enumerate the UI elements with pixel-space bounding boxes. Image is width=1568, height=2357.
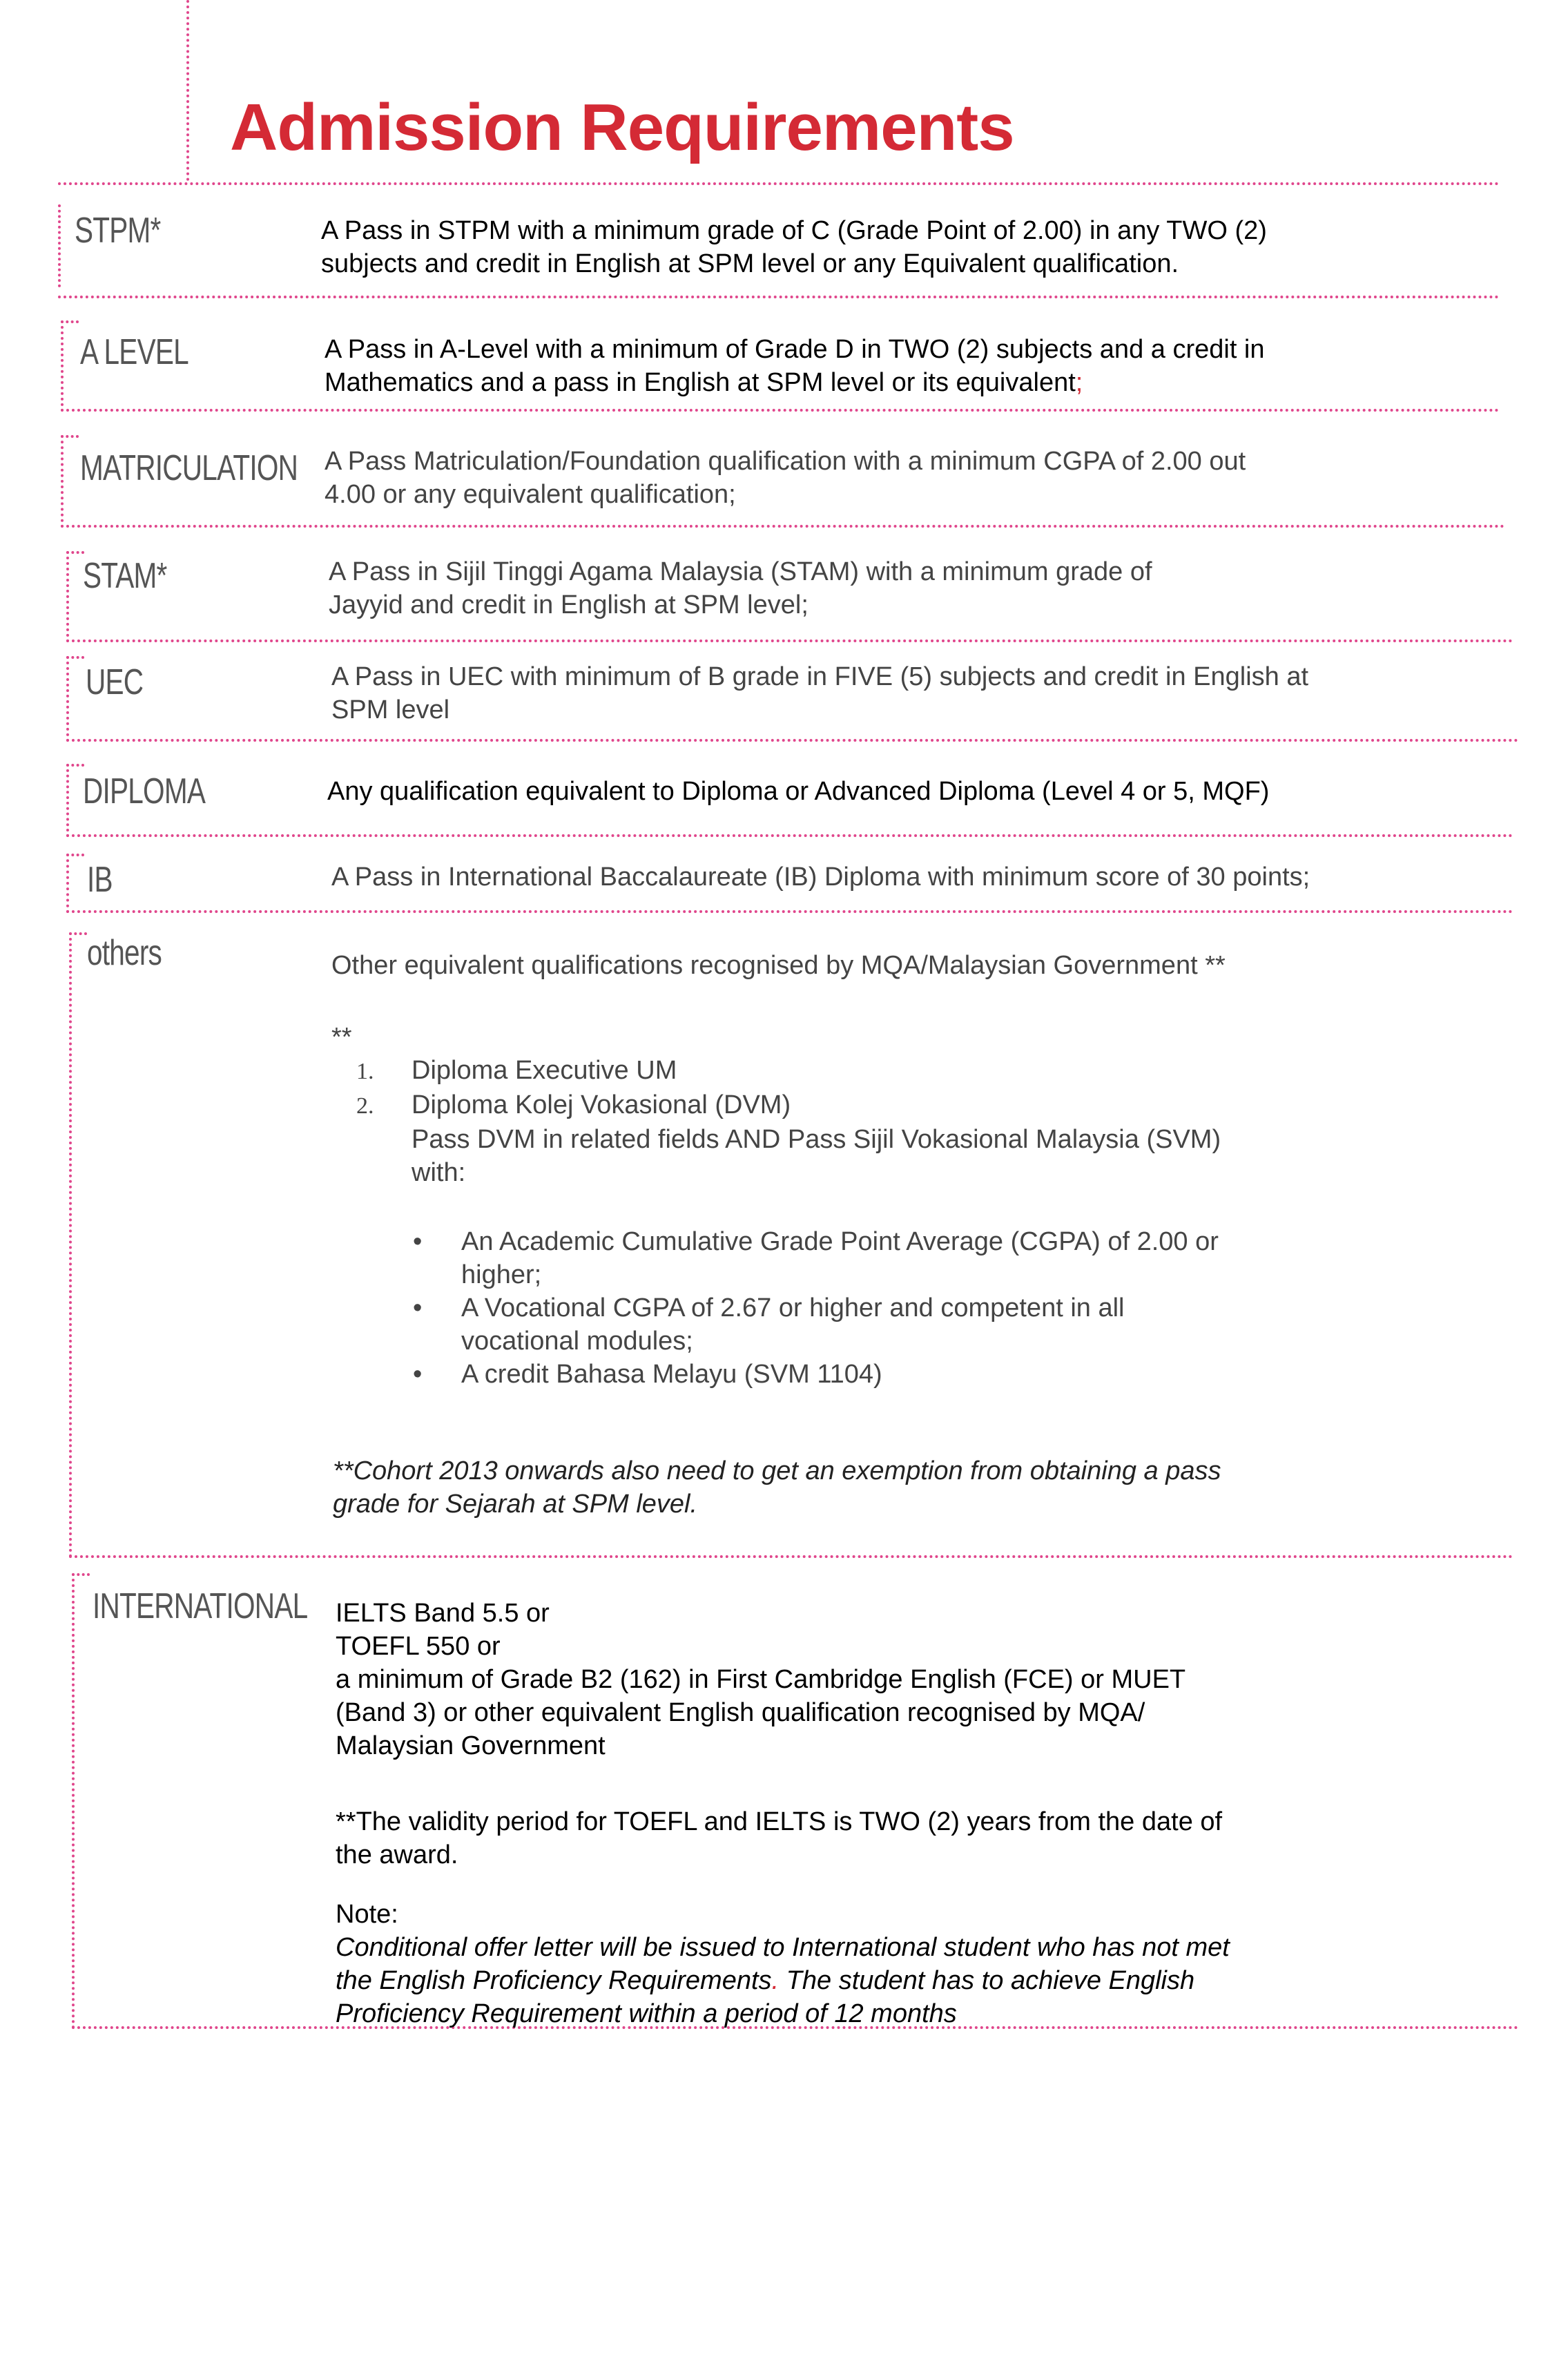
- red-period: .: [771, 1966, 780, 1995]
- section-diploma: [66, 764, 1513, 837]
- text-line: Malaysian Government: [336, 1731, 606, 1760]
- text-line: Proficiency Requirement within a period of 12 months: [336, 1999, 957, 2028]
- text-line: **Cohort 2013 onwards also need to get an exemption from obtaining a pass: [333, 1456, 1221, 1485]
- text-line: higher;: [461, 1260, 542, 1289]
- text-line: IELTS Band 5.5 or: [336, 1599, 550, 1628]
- section-text: [325, 333, 1265, 399]
- section-matriculation: [61, 435, 1505, 528]
- cohort-note: [333, 1454, 1221, 1521]
- list-text: Diploma Executive UM: [412, 1056, 677, 1085]
- section-text: A Pass in International Baccalaureate (IB) Diploma with minimum score of 30 points;: [331, 863, 1310, 892]
- section-label: STPM*: [75, 211, 161, 251]
- text-line: vocational modules;: [461, 1327, 693, 1356]
- text-segment: The student has to achieve English: [779, 1966, 1195, 1995]
- section-alevel: [61, 320, 1500, 412]
- list-item: [413, 1358, 1219, 1391]
- list-number: 2.: [356, 1093, 374, 1119]
- text-line: Conditional offer letter will be issued to International student who has not met: [336, 1933, 1230, 1962]
- bullet-icon: •: [413, 1293, 423, 1322]
- section-stpm: [58, 182, 1500, 298]
- numbered-list: [356, 1054, 1221, 1189]
- text-segment: Mathematics and a pass in English at SPM level or its equivalent: [325, 368, 1076, 397]
- section-label: A LEVEL: [80, 332, 188, 372]
- text-line: [336, 1964, 1230, 1997]
- section-label: IB: [87, 860, 113, 900]
- text-line: A Pass Matriculation/Foundation qualification with a minimum CGPA of 2.00 out: [325, 447, 1246, 476]
- section-uec: [66, 656, 1519, 742]
- section-others: [69, 932, 1513, 1558]
- text-line: Pass DVM in related fields AND Pass Sijil Vokasional Malaysia (SVM): [412, 1125, 1221, 1154]
- section-label: others: [87, 933, 162, 973]
- validity-note: [336, 1805, 1222, 1872]
- text-line: A Pass in Sijil Tinggi Agama Malaysia (STAM) with a minimum grade of: [329, 557, 1152, 586]
- text-line: grade for Sejarah at SPM level.: [333, 1490, 698, 1519]
- text-line: with:: [412, 1158, 466, 1187]
- section-text: [325, 445, 1246, 511]
- section-text: [331, 660, 1308, 727]
- red-semicolon: ;: [1075, 368, 1083, 397]
- section-label: INTERNATIONAL: [93, 1586, 308, 1626]
- section-text: [321, 214, 1267, 280]
- list-item: [356, 1054, 1221, 1088]
- others-intro: Other equivalent qualifications recognised by MQA/Malaysian Government **: [331, 951, 1226, 980]
- text-line: Jayyid and credit in English at SPM level;: [329, 590, 809, 619]
- section-text: [329, 555, 1152, 622]
- text-line: (Band 3) or other equivalent English qualification recognised by MQA/: [336, 1698, 1145, 1727]
- section-text: Any qualification equivalent to Diploma or Advanced Diploma (Level 4 or 5, MQF): [327, 777, 1270, 806]
- list-item: [413, 1291, 1219, 1358]
- text-line: a minimum of Grade B2 (162) in First Cambridge English (FCE) or MUET: [336, 1665, 1186, 1694]
- text-line: TOEFL 550 or: [336, 1632, 501, 1661]
- section-label: MATRICULATION: [80, 448, 298, 488]
- text-line: A Pass in UEC with minimum of B grade in FIVE (5) subjects and credit in English at: [331, 662, 1309, 691]
- text-segment: the English Proficiency Requirements: [336, 1966, 772, 1995]
- text-line: A Pass in A-Level with a minimum of Grade D in TWO (2) subjects and a credit in: [325, 335, 1265, 364]
- text-line: A Pass in STPM with a minimum grade of C (Grade Point of 2.00) in any TWO (2): [321, 216, 1267, 245]
- text-line: subjects and credit in English at SPM level or any Equivalent qualification.: [321, 249, 1179, 278]
- text-line: An Academic Cumulative Grade Point Average (CGPA) of 2.00 or: [461, 1227, 1219, 1256]
- section-ib: [66, 854, 1513, 913]
- conditional-note: [336, 1898, 1230, 2030]
- text-line: A credit Bahasa Melayu (SVM 1104): [461, 1360, 882, 1389]
- text-line: 4.00 or any equivalent qualification;: [325, 480, 736, 509]
- section-label: UEC: [86, 662, 144, 702]
- section-label: STAM*: [83, 556, 167, 596]
- english-requirements: [336, 1597, 1185, 1762]
- text-line: **The validity period for TOEFL and IELTS is TWO (2) years from the date of: [336, 1807, 1223, 1836]
- text-line: the award.: [336, 1840, 458, 1869]
- page-title: Admission Requirements: [230, 90, 1014, 164]
- section-label: DIPLOMA: [83, 771, 206, 811]
- bullet-icon: •: [413, 1227, 423, 1256]
- list-text: Diploma Kolej Vokasional (DVM): [412, 1090, 791, 1119]
- dvm-description: [356, 1123, 1221, 1189]
- top-dotted-rule: [186, 0, 189, 181]
- text-line: [325, 366, 1265, 399]
- note-label: Note:: [336, 1900, 398, 1929]
- list-number: 1.: [356, 1059, 374, 1084]
- section-international: [72, 1573, 1519, 2029]
- list-item: [356, 1088, 1221, 1123]
- list-item: [413, 1225, 1219, 1291]
- bullet-icon: •: [413, 1360, 423, 1389]
- bullet-list: [413, 1225, 1219, 1391]
- text-line: A Vocational CGPA of 2.67 or higher and competent in all: [461, 1293, 1125, 1322]
- text-line: SPM level: [331, 695, 450, 724]
- footnote-marker: **: [331, 1023, 352, 1052]
- section-stam: [66, 551, 1513, 642]
